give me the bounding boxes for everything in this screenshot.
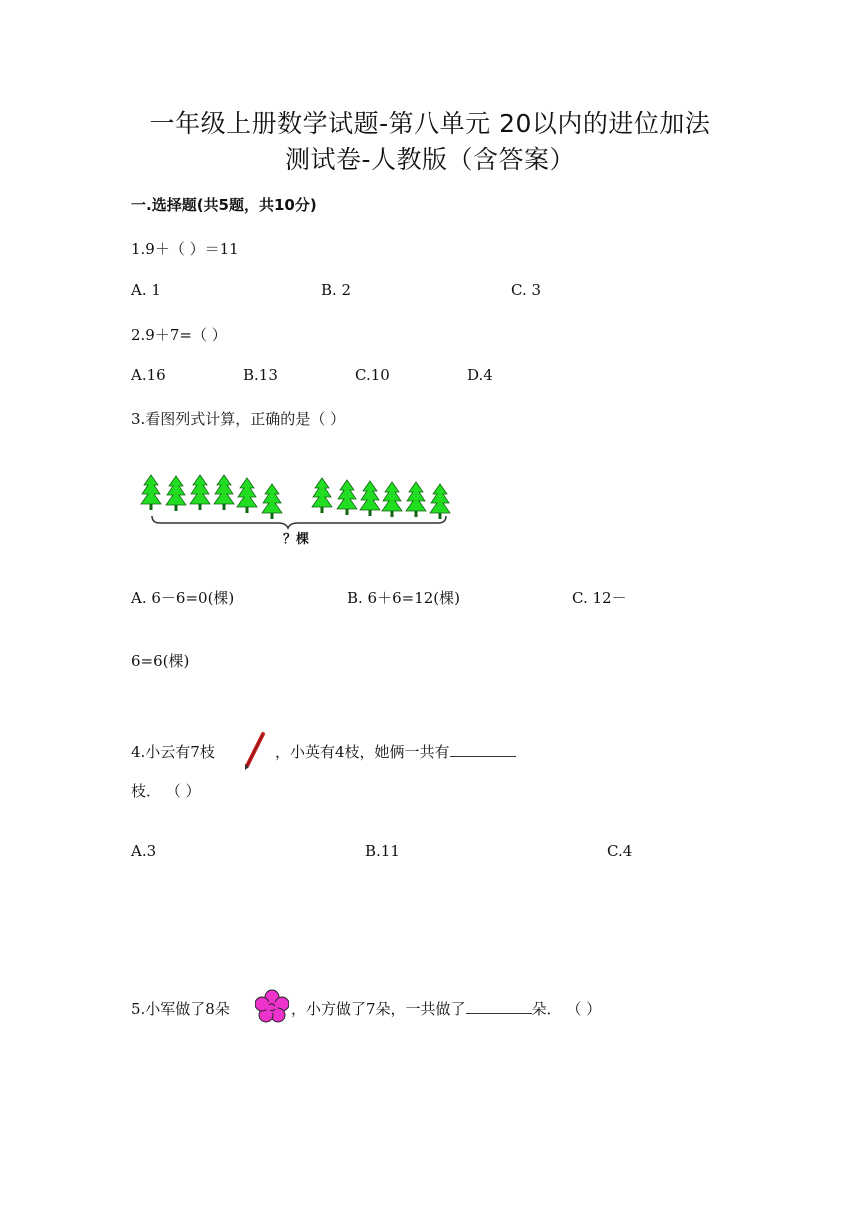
q4-option-c: C.4 bbox=[607, 842, 633, 860]
tree-icon bbox=[190, 475, 210, 510]
brace bbox=[152, 516, 446, 528]
tree-icon bbox=[214, 475, 234, 510]
tree-icon bbox=[360, 481, 380, 516]
tree-icon bbox=[337, 480, 357, 515]
section-heading: 一.选择题(共5题，共10分) bbox=[131, 196, 317, 214]
question-5-text-end: 朵． （ ） bbox=[531, 1000, 602, 1018]
question-3: 3.看图列式计算，正确的是（ ） bbox=[131, 410, 346, 428]
q1-option-a: A. 1 bbox=[131, 281, 161, 299]
q2-option-d: D.4 bbox=[467, 366, 493, 384]
q1-option-b: B. 2 bbox=[321, 281, 352, 299]
q1-option-c: C. 3 bbox=[511, 281, 542, 299]
q2-option-b: B.13 bbox=[243, 366, 278, 384]
answer-blank[interactable] bbox=[450, 755, 516, 757]
figure-label: ？棵 bbox=[283, 532, 310, 547]
question-4-text-before: 4.小云有7枝 bbox=[131, 743, 215, 761]
q3-option-c: C. 12－ bbox=[572, 589, 627, 607]
pencil-icon bbox=[241, 731, 269, 775]
q3-option-a: A. 6－6=0(棵) bbox=[131, 589, 235, 607]
tree-icon bbox=[406, 482, 426, 517]
tree-icon bbox=[312, 478, 332, 513]
question-4-text-after bbox=[275, 741, 516, 762]
question-5-text-after-label: ，小方做了7朵，一共做了 bbox=[291, 1000, 466, 1018]
tree-icon bbox=[237, 478, 257, 513]
question-5-text-before: 5.小军做了8朵 bbox=[131, 1000, 230, 1018]
tree-icon bbox=[262, 484, 282, 519]
tree-icon bbox=[382, 482, 402, 517]
q2-option-a: A.16 bbox=[131, 366, 166, 384]
q3-option-c-continued: 6=6(棵) bbox=[131, 652, 190, 670]
page-title-line2: 测试卷-人教版（含答案） bbox=[284, 145, 576, 174]
q3-option-b: B. 6＋6=12(棵) bbox=[347, 589, 461, 607]
tree-icon bbox=[141, 475, 161, 510]
question-2: 2.9＋7=（ ） bbox=[131, 326, 227, 344]
question-4-text-after-label: ，小英有4枝，她俩一共有 bbox=[275, 743, 450, 761]
question-4-line2: 枝． （ ） bbox=[131, 782, 201, 800]
q2-option-c: C.10 bbox=[355, 366, 390, 384]
question-5-text-after bbox=[291, 998, 601, 1019]
q4-option-a: A.3 bbox=[131, 842, 157, 860]
tree-icon bbox=[166, 476, 186, 511]
flower-icon bbox=[255, 989, 289, 1027]
tree-icon bbox=[430, 484, 450, 519]
question-1: 1.9＋（ ）＝11 bbox=[131, 240, 239, 258]
page-title-line1: 一年级上册数学试题-第八单元 20以内的进位加法 bbox=[149, 109, 711, 138]
q4-option-b: B.11 bbox=[365, 842, 400, 860]
answer-blank[interactable] bbox=[466, 1012, 532, 1014]
